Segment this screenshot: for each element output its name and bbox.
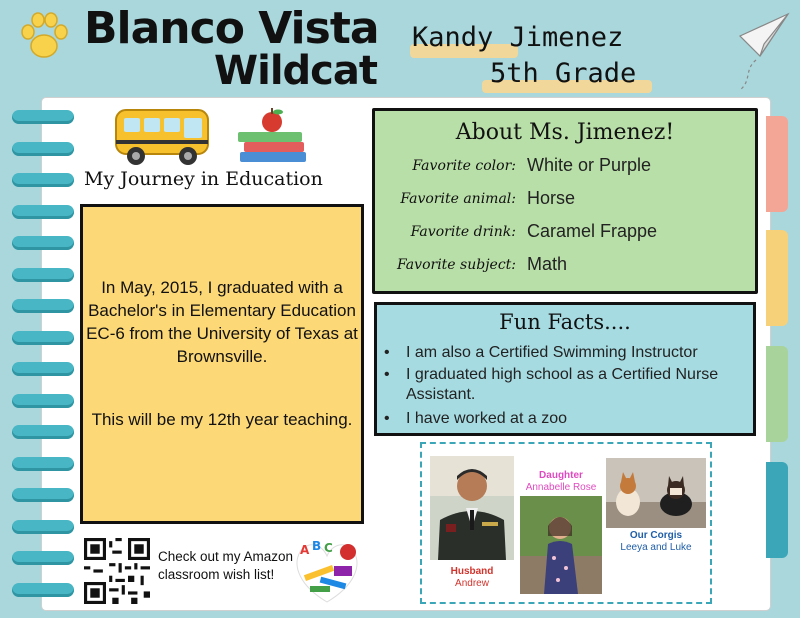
spiral-ring: [12, 551, 74, 565]
paw-icon: [16, 8, 72, 64]
svg-text:C: C: [324, 541, 333, 555]
divider-tab-teal: [766, 462, 788, 558]
bullet-icon: •: [384, 366, 390, 383]
spiral-ring: [12, 331, 74, 345]
teacher-name: Kandy Jimenez: [412, 22, 624, 53]
bullet-icon: •: [384, 344, 390, 361]
fun-fact-item: [384, 365, 746, 405]
fun-fact-text: I am also a Certified Swimming Instructor: [406, 344, 698, 361]
fun-fact-text: I graduated high school as a Certified Nurse Assistant.: [406, 366, 719, 403]
svg-text:A: A: [300, 543, 310, 557]
mascot-title: Wildcat: [214, 48, 377, 94]
about-heading: About Ms. Jimenez!: [455, 120, 675, 145]
books-apple-icon: [236, 108, 310, 166]
journey-paragraph-2: This will be my 12th year teaching.: [91, 410, 353, 429]
spiral-ring: [12, 425, 74, 439]
spiral-ring: [12, 268, 74, 282]
journey-heading: My Journey in Education: [84, 168, 323, 190]
daughter-name: Annabelle Rose: [525, 482, 597, 493]
fun-fact-text: I have worked at a zoo: [406, 410, 567, 427]
spiral-ring: [12, 142, 74, 156]
favorite-value: White or Purple: [527, 155, 652, 175]
favorite-label: Favorite animal:: [400, 191, 516, 207]
corgis-photo: [606, 458, 706, 528]
spiral-ring: [12, 205, 74, 219]
divider-tab-green: [766, 346, 788, 442]
bullet-icon: •: [384, 410, 390, 427]
favorite-label: Favorite color:: [412, 158, 516, 174]
favorite-value: Horse: [527, 188, 576, 208]
divider-tab-yellow: [766, 230, 788, 326]
spiral-ring: [12, 457, 74, 471]
spiral-ring: [12, 110, 74, 124]
favorite-label: Favorite subject:: [397, 257, 516, 273]
spiral-ring: [12, 520, 74, 534]
husband-label: Husband: [450, 566, 494, 577]
fun-fact-item: [384, 409, 746, 429]
svg-text:B: B: [312, 539, 322, 553]
spiral-ring: [12, 583, 74, 597]
corgis-label: Our Corgis: [629, 530, 683, 541]
grade-label: 5th Grade: [490, 58, 637, 89]
favorite-label: Favorite drink:: [410, 224, 516, 240]
spiral-ring: [12, 236, 74, 250]
fun-fact-item: [384, 343, 746, 363]
paper-plane-icon: [730, 8, 792, 98]
school-bus-icon: [112, 104, 212, 168]
favorite-value: Math: [527, 254, 568, 274]
school-title: Blanco Vista: [84, 3, 379, 54]
spiral-ring: [12, 488, 74, 502]
husband-name: Andrew: [455, 578, 489, 589]
spiral-ring: [12, 362, 74, 376]
favorite-value: Caramel Frappe: [527, 221, 658, 241]
corgis-names: Leeya and Luke: [620, 542, 692, 553]
journey-paragraph-1: In May, 2015, I graduated with a Bachelor's in Elementary Education EC-6 from the University of Texas at Brownsville.: [86, 278, 358, 366]
abc-school-supplies-icon: [290, 536, 364, 606]
wishlist-text: Check out my Amazon classroom wish list!: [158, 549, 294, 582]
daughter-label: Daughter: [539, 470, 583, 481]
spiral-ring: [12, 394, 74, 408]
fun-facts-heading: Fun Facts....: [499, 310, 631, 334]
husband-photo: [430, 456, 514, 560]
qr-code-icon[interactable]: [84, 538, 150, 604]
spiral-ring: [12, 173, 74, 187]
spiral-ring: [12, 299, 74, 313]
divider-tab-pink: [766, 116, 788, 212]
daughter-photo: [520, 496, 602, 594]
